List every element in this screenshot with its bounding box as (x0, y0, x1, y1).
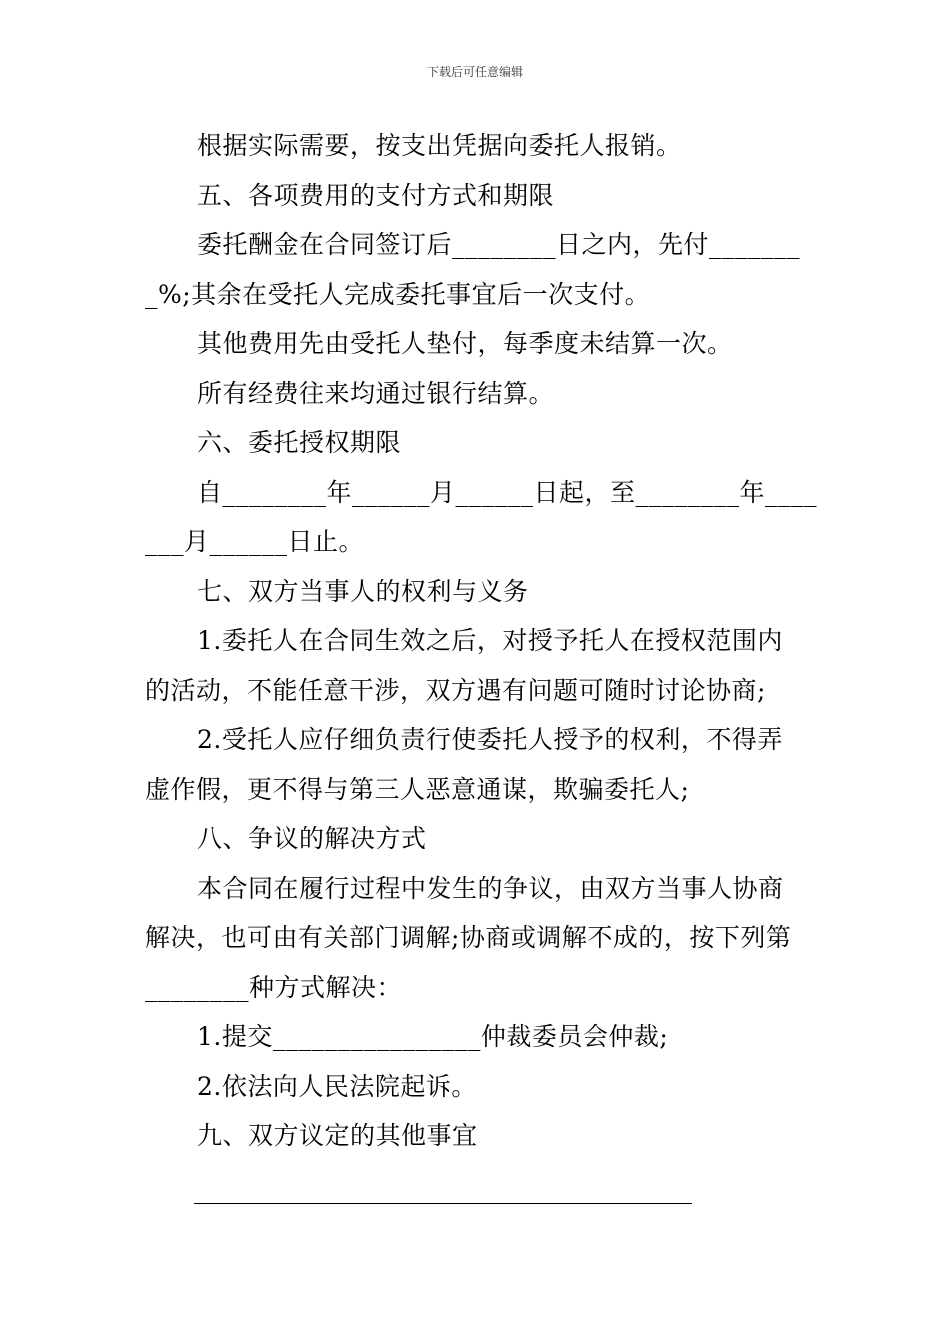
section-heading: 八、争议的解决方式 (197, 824, 427, 853)
section-heading: 七、双方当事人的权利与义务 (197, 576, 529, 606)
paragraph-line: 虚作假，更不得与第三人恶意通谋，欺骗委托人; (145, 774, 690, 804)
paragraph-line: 根据实际需要，按支出凭据向委托人报销。 (197, 131, 682, 160)
page-header: 下载后可任意编辑 (426, 65, 523, 79)
paragraph-line: 委托酬金在合同签订后________日之内，先付_______ (197, 230, 801, 259)
paragraph-line: ________种方式解决： (145, 972, 403, 1002)
document-body (145, 121, 818, 1161)
paragraph-line: 其他费用先由受托人垫付，每季度未结算一次。 (197, 329, 733, 358)
paragraph-line: 自________年______月______日起，至________年____ (197, 477, 818, 507)
paragraph-line: ___月______日止。 (145, 527, 365, 556)
paragraph-line: 本合同在履行过程中发生的争议，由双方当事人协商 (197, 873, 784, 903)
paragraph-line: 解决，也可由有关部门调解;协商或调解不成的，按下列第 (145, 923, 792, 952)
paragraph-line: 1.委托人在合同生效之后，对授予托人在授权范围内 (197, 626, 783, 655)
paragraph-line: _%;其余在受托人完成委托事宜后一次支付。 (145, 279, 651, 309)
section-heading: 五、各项费用的支付方式和期限 (197, 180, 555, 210)
paragraph-line: 2.受托人应仔细负责行使委托人授予的权利，不得弄 (197, 725, 783, 754)
paragraph-line: 2.依法向人民法院起诉。 (197, 1071, 477, 1101)
paragraph-line: 1.提交________________仲裁委员会仲裁; (197, 1022, 669, 1051)
section-heading: 九、双方议定的其他事宜 (197, 1121, 478, 1150)
paragraph-line: 所有经费往来均通过银行结算。 (197, 378, 555, 408)
blank-fill-line (194, 1203, 692, 1204)
section-heading: 六、委托授权期限 (197, 428, 402, 457)
paragraph-line: 的活动，不能任意干涉，双方遇有问题可随时讨论协商; (145, 675, 766, 705)
